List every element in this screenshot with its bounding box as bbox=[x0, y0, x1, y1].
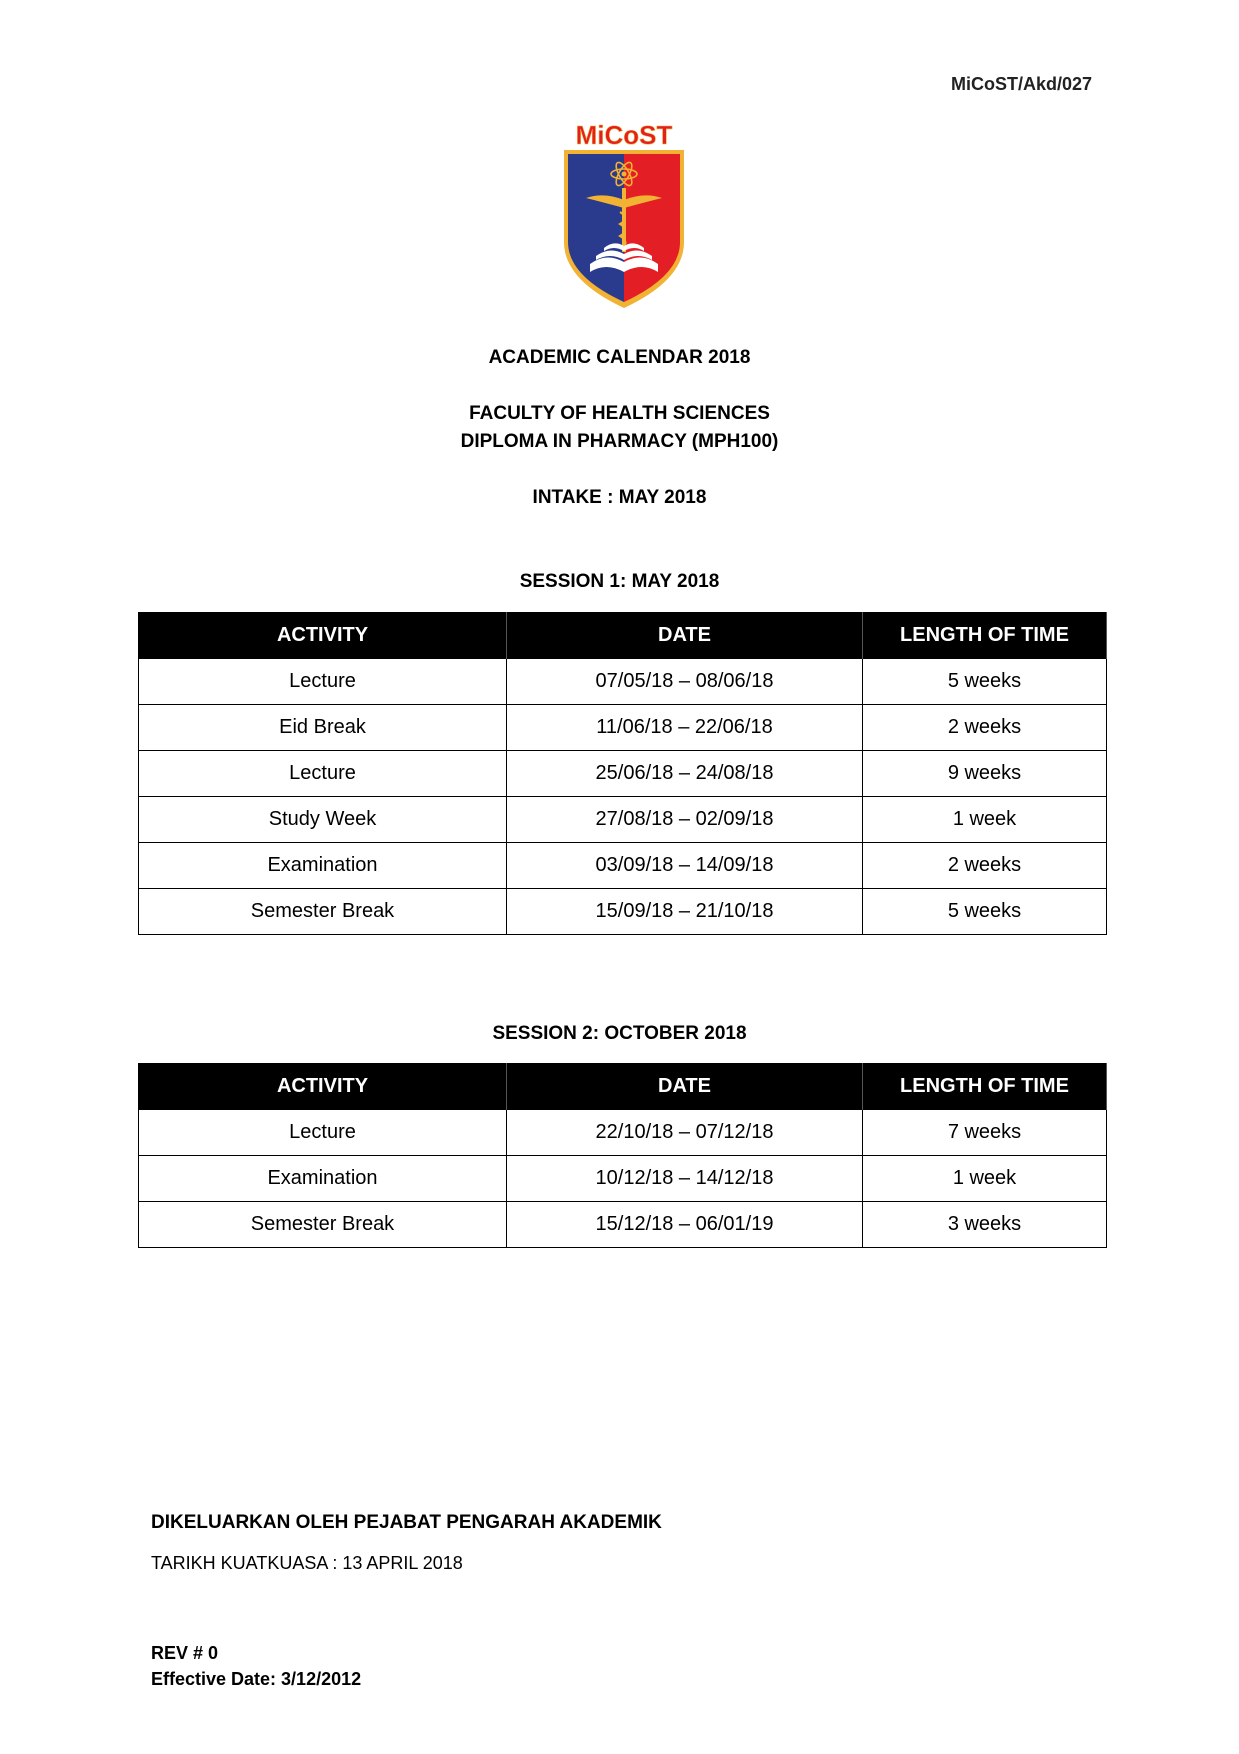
date-cell: 27/08/18 – 02/09/18 bbox=[507, 797, 863, 843]
activity-cell: Lecture bbox=[139, 659, 507, 705]
header-date: DATE bbox=[507, 1063, 863, 1110]
activity-cell: Lecture bbox=[139, 1110, 507, 1156]
date-cell: 25/06/18 – 24/08/18 bbox=[507, 751, 863, 797]
header-length: LENGTH OF TIME bbox=[863, 612, 1107, 659]
date-cell: 07/05/18 – 08/06/18 bbox=[507, 659, 863, 705]
length-cell: 9 weeks bbox=[863, 751, 1107, 797]
date-cell: 15/09/18 – 21/10/18 bbox=[507, 889, 863, 935]
effective-date-label: TARIKH KUATKUASA : 13 APRIL 2018 bbox=[151, 1553, 463, 1573]
length-cell: 1 week bbox=[863, 1156, 1107, 1202]
calendar-title: ACADEMIC CALENDAR 2018 bbox=[488, 347, 751, 368]
table-row bbox=[139, 1110, 1107, 1156]
table-header-row bbox=[139, 1063, 1107, 1110]
table-row bbox=[139, 659, 1107, 705]
date-cell: 15/12/18 – 06/01/19 bbox=[507, 1202, 863, 1248]
table-row bbox=[139, 1202, 1107, 1248]
activity-cell: Examination bbox=[139, 843, 507, 889]
revision-effective-date: Effective Date: 3/12/2012 bbox=[151, 1669, 362, 1689]
length-cell: 3 weeks bbox=[863, 1202, 1107, 1248]
activity-cell: Examination bbox=[139, 1156, 507, 1202]
intake-label: INTAKE : MAY 2018 bbox=[532, 487, 707, 508]
length-cell: 2 weeks bbox=[863, 843, 1107, 889]
table-row bbox=[139, 1156, 1107, 1202]
length-cell: 7 weeks bbox=[863, 1110, 1107, 1156]
session-2-table bbox=[138, 1063, 1107, 1248]
activity-cell: Semester Break bbox=[139, 1202, 507, 1248]
revision-block bbox=[151, 1640, 361, 1692]
issuer-label: DIKELUARKAN OLEH PEJABAT PENGARAH AKADEMIK bbox=[151, 1512, 662, 1533]
date-cell: 22/10/18 – 07/12/18 bbox=[507, 1110, 863, 1156]
activity-cell: Lecture bbox=[139, 751, 507, 797]
date-cell: 11/06/18 – 22/06/18 bbox=[507, 705, 863, 751]
header-length: LENGTH OF TIME bbox=[863, 1063, 1107, 1110]
svg-text:MiCoST: MiCoST bbox=[575, 122, 673, 150]
table-row bbox=[139, 889, 1107, 935]
document-code: MiCoST/Akd/027 bbox=[950, 74, 1092, 94]
table-row bbox=[139, 705, 1107, 751]
session-2-title: SESSION 2: OCTOBER 2018 bbox=[492, 1023, 747, 1044]
length-cell: 5 weeks bbox=[863, 659, 1107, 705]
activity-cell: Semester Break bbox=[139, 889, 507, 935]
faculty-name: FACULTY OF HEALTH SCIENCES bbox=[469, 403, 770, 424]
length-cell: 2 weeks bbox=[863, 705, 1107, 751]
table-row bbox=[139, 843, 1107, 889]
date-cell: 03/09/18 – 14/09/18 bbox=[507, 843, 863, 889]
table-row bbox=[139, 751, 1107, 797]
revision-number: REV # 0 bbox=[151, 1643, 219, 1663]
length-cell: 5 weeks bbox=[863, 889, 1107, 935]
activity-cell: Eid Break bbox=[139, 705, 507, 751]
header-activity: ACTIVITY bbox=[139, 612, 507, 659]
micost-logo bbox=[560, 122, 688, 312]
program-name: DIPLOMA IN PHARMACY (MPH100) bbox=[460, 431, 779, 452]
session-1-table bbox=[138, 612, 1107, 935]
header-activity: ACTIVITY bbox=[139, 1063, 507, 1110]
date-cell: 10/12/18 – 14/12/18 bbox=[507, 1156, 863, 1202]
table-header-row bbox=[139, 612, 1107, 659]
header-date: DATE bbox=[507, 612, 863, 659]
table-row bbox=[139, 797, 1107, 843]
session-1-title: SESSION 1: MAY 2018 bbox=[519, 571, 720, 592]
length-cell: 1 week bbox=[863, 797, 1107, 843]
activity-cell: Study Week bbox=[139, 797, 507, 843]
